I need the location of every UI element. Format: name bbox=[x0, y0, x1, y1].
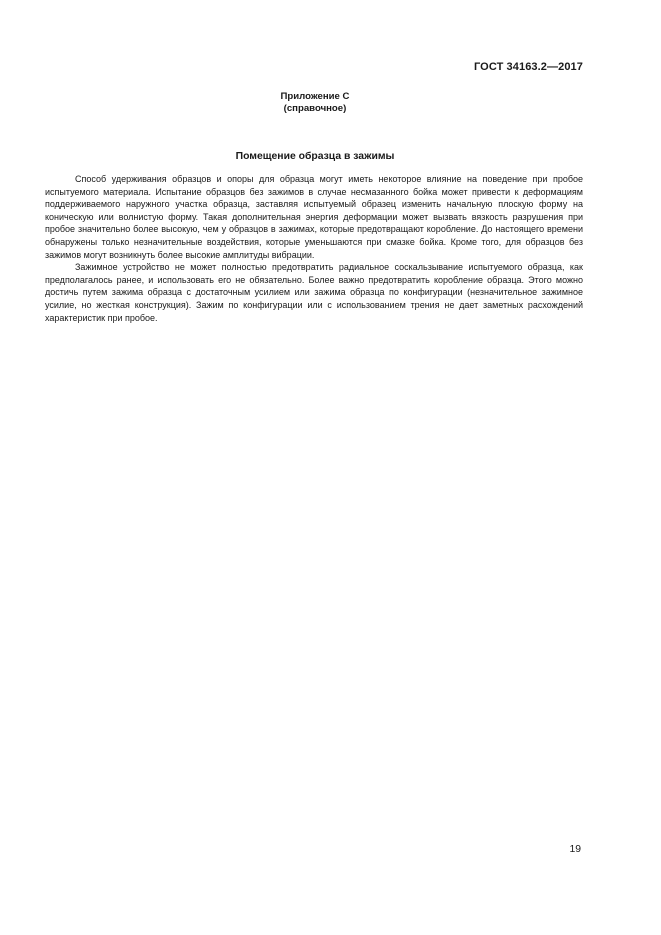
document-code: ГОСТ 34163.2—2017 bbox=[473, 61, 583, 73]
appendix-subtitle: (справочное) bbox=[283, 103, 347, 114]
section-title: Помещение образца в зажимы bbox=[235, 151, 395, 162]
paragraph: Зажимное устройство не может полностью предотвратить радиальное соскальзывание испытуемого образца, как предполагалось ранее, и использовать его не обязательно. Более важно предотвратить коробление образца. Этого можно достичь путем зажима образца с достаточным усилием или зажима образца по конфигурации (незначительное зажимное усилие, но жесткая конструкция). Зажим по конфигурации или с использованием трения не дает заметных расхождений характеристик при пробое. bbox=[45, 262, 583, 323]
appendix-title: Приложение С bbox=[280, 91, 350, 102]
paragraph: Способ удерживания образцов и опоры для образца могут иметь некоторое влияние на поведение при пробое испытуемого материала. Испытание образцов без зажимов в случае несмазанного бойка может привести к деформациям поддерживаемого наружного участка образца, заставляя испытуемый образец изменить начальную плоскую форму на коническую или волнистую форму. Такая дополнительная энергия деформации может вызвать вязкость разрушения при пробое значительно более высокую, чем у образцов в зажимах, которые предотвращают коробление. До настоящего времени обнаружены только незначительные воздействия, которые уменьшаются при смазке бойка. Кроме того, для образцов без зажимов могут возникнуть более высокие амплитуды вибрации. bbox=[45, 174, 583, 260]
page-number: 19 bbox=[569, 844, 581, 855]
body-text bbox=[45, 173, 583, 324]
appendix-heading bbox=[0, 91, 630, 115]
